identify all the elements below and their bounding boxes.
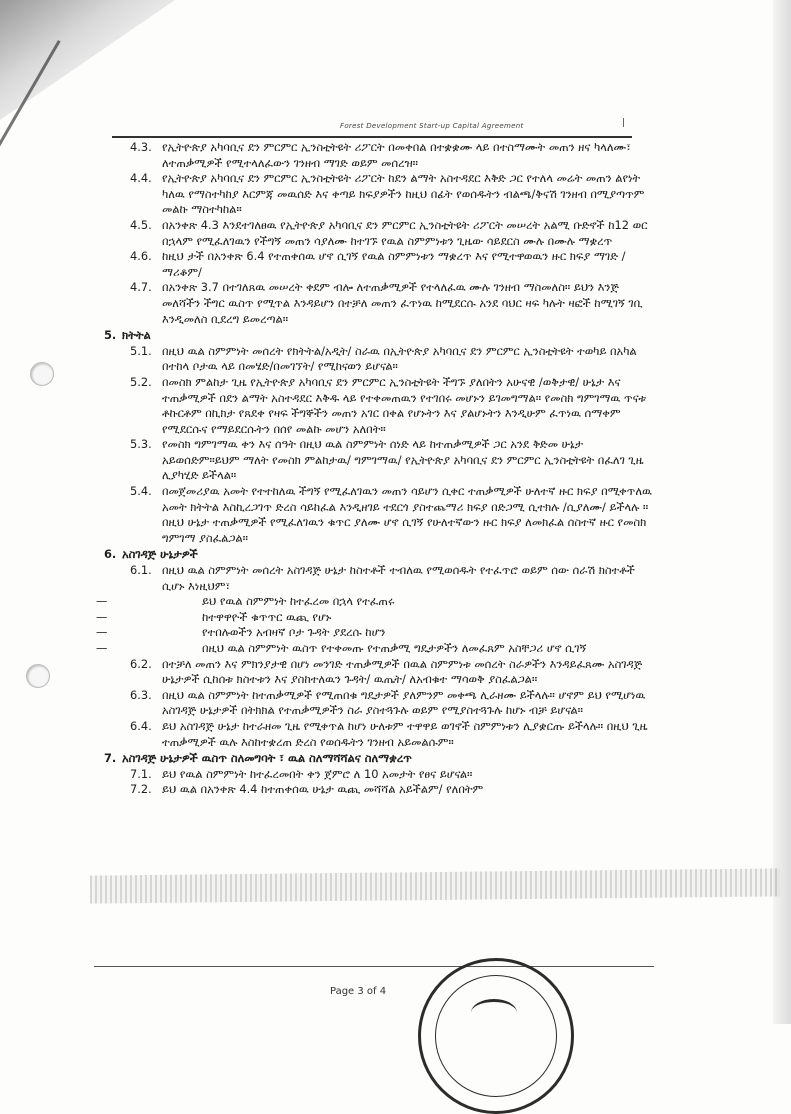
dash-bullet-icon: — bbox=[96, 641, 108, 655]
bullet-item bbox=[96, 641, 656, 657]
clause-text: ይህ የዉል ስምምነት ከተፈረመበት ቀን ጀምሮ ለ 10 አመታት የፀና ይሆናል። bbox=[162, 766, 473, 781]
seal-emblem bbox=[471, 999, 517, 1026]
punch-hole-bottom bbox=[26, 664, 50, 688]
section-heading bbox=[96, 547, 656, 563]
clause-number: 5.1. bbox=[130, 343, 152, 358]
clause bbox=[96, 688, 656, 719]
section-number: 7. bbox=[104, 751, 117, 766]
clause bbox=[96, 767, 656, 783]
scan-fold-shadow bbox=[0, 0, 175, 120]
clause-number: 5.4. bbox=[130, 484, 152, 499]
clause bbox=[96, 218, 656, 249]
dash-bullet-icon: — bbox=[96, 625, 108, 640]
clause bbox=[96, 140, 656, 171]
clause bbox=[96, 171, 656, 218]
section-number: 5. bbox=[104, 328, 117, 343]
clause bbox=[96, 437, 656, 484]
clause-text: በተቻለ መጠን እና ምክንያታዊ በሆነ መንገድ ተጠቃሚዎች በዉል ስምምነቱ መሰረት ስራዎችን እንዳይፈጸሙ አስገዳጅ ሁኔታዎች ሲከሰቱ ክስተቱን እና ያስከተለዉን ጉዳት/ ዉጤት/ ለአብቁተ ማሳወቅ ያስፈልጋል። bbox=[162, 656, 643, 687]
bullet-text: ከተዋዋዮች ቁጥጥር ዉጪ የሆኑ bbox=[202, 609, 332, 624]
section-title: አስገዳጅ ሁኔታዎች bbox=[122, 547, 198, 562]
document-body bbox=[96, 140, 656, 798]
clause bbox=[96, 563, 656, 594]
section-title: ክትትል bbox=[122, 328, 151, 343]
clause-text: በመስክ ምልከታ ጊዜ የኢትዮጵያ አካባቢና ደን ምርምር ኢንስቲትዩት ችግኙ ያለበትን አሁናዊ /ወቅታዊ/ ሁኔታ እና ተጠቃሚዎች በደን ልማት አስተዳደር እቅዱ ላይ የተቀመጠዉን የተገበሩ መሆኑን ይገመግማል። የመስክ ግምገማዉ ጥናቱ ቶኩርቶም በኪክታ የጸደቀ የዛፍ ችግኞችን መጠን አገር በቀል የሆኑትን እና ያልሆኑትን እንዲሁም ፈጥነዉ ሰማቀም የሚደርሱና የማይደርሱትን በሰየ መልኩ መሆን አለበት። bbox=[162, 374, 647, 436]
clause-text: በዚህ ዉል ስምምነት ከተጠቃሚዎች የሚጠበቁ ግዴታዎች ያለምንም መቀጫ ሊራዘሙ ይችላሉ። ሆኖም ይህ የሚሆነዉ አስገዳጅ ሁኔታዎች በትክክል የተጠቃሚዎችን ስራ ያስተጓጉሉ ወይም የሚያስተጓጉሉ ከሆኑ ብቻ ይሆናል። bbox=[162, 687, 646, 718]
clause-text: በአንቀጽ 4.3 እንደተገለፀዉ የኢትዮጵያ አካባቢና ደን ምርምር ኢንስቲትዩት ሪፖርት መሠረት አልሚ ቡድኖች ከ12 ወር በኋላም የሚፈለገዉን የችግኝ መጠን ሳያለሙ ከተገኙ የዉል ስምምነቱን ጊዜው ሳይደርስ ሙሉ በሙሉ ማቋረጥ bbox=[162, 217, 648, 248]
clause-number: 6.2. bbox=[130, 656, 152, 671]
bullet-text: በዚህ ዉል ስምምነት ዉስጥ የተቀመጡ የተጠቃሚ ግዴታዎችን ለመፈጸም አስቸጋሪ ሆኖ ሲገኝ bbox=[202, 641, 587, 655]
clause-number: 6.4. bbox=[130, 718, 152, 733]
scan-smear bbox=[90, 868, 780, 903]
bullet-item bbox=[96, 610, 656, 626]
clause-number: 5.3. bbox=[130, 437, 152, 452]
section-title: አስገዳጅ ሁኔታዎች ዉስጥ ስለመግባት ፣ ዉል ስለማሻሻልና ስለማቋረጥ bbox=[122, 751, 412, 766]
clause-number: 4.7. bbox=[130, 280, 152, 295]
clause-number: 4.5. bbox=[130, 217, 152, 232]
clause bbox=[96, 375, 656, 437]
clause-number: 7.1. bbox=[130, 766, 152, 781]
clause-text: በዚህ ዉል ስምምነት መሰረት አስገዳጅ ሁኔታ ከስተቶች ተብለዉ የሚወሰዱት የተፈጥሮ ወይም ሰው ሰራሽ ክስተቶች ሲሆኑ እነዚህም፣ bbox=[162, 563, 635, 593]
bullet-text: ይህ የዉል ስምምነት ከተፈረመ በኋላ የተፈጠሩ bbox=[202, 594, 395, 609]
clause-text: በመጀመሪያዉ አመት የተተከለዉ ችግኝ የሚፈለገዉን መጠን ሳይሆን ሲቀር ተጠቃሚዎች ሁለተኛ ዙር ክፍያ በሚቀጥለዉ አመት ክትትል እስኪረጋገጥ ድረስ ሳይከፈል እንዲዘገይ ተደርጎ ያስተጨማሪ ክፍያ በድጋሚ ሲተክሉ /ሲያለሙ/ ይችላሉ ። በዚህ ሁኔታ ተጠቃሚዎች የሚፈለገዉን ቁጥር ያለሙ ሆኖ ሲገኝ የሁለተኛውን ዙር ክፍያ ለመክፈል ሰስተኛ ዙር የመስክ ግምገማ ያስፈልጋል። bbox=[162, 484, 652, 545]
clause bbox=[96, 719, 656, 750]
clause-text: የኢትዮጵያ አካባቢና ደን ምርምር ኢንስቲትዩት ሪፖርት በመቀበል በተቋቋሙ ላይ በተስማሙት መጠን ዘና ካላለሙ፣ ለተጠቃሚዎች የሚተላለፈውን ገንዘብ ማገድ ወይም መሰረዝ። bbox=[162, 140, 631, 170]
clause-number: 6.3. bbox=[130, 687, 152, 702]
clause-text: በአንቀጽ 3.7 በተገለጸዉ መሠረት ቀደም ብሎ ለተጠቃሚዎች የተላለፈዉ ሙሉ ገንዘብ ማስመለስ። ይህን እንጅ መለሻችን ችግር ዉስጥ የሚጥል እንዳይሆን በተቻለ መጠን ፈጥነዉ ከሚደርሱ አንደ ባህር ዛፍ ካሉት ዛፎች ከሚገኝ ገቢ እንዲመለስ ቢደረግ ይመረጣል። bbox=[162, 280, 643, 326]
clause-number: 6.1. bbox=[130, 563, 152, 578]
official-seal-stamp bbox=[418, 958, 574, 1114]
clause-number: 7.2. bbox=[130, 782, 152, 797]
clause bbox=[96, 249, 656, 280]
dash-bullet-icon: — bbox=[96, 594, 108, 609]
section-heading bbox=[96, 751, 656, 767]
bullet-text: የተበሉወችን አብዛኛ ቦታ ጉዳት ያደረሱ ከሆን bbox=[202, 625, 386, 640]
clause-number: 4.4. bbox=[130, 171, 152, 186]
clause-number: 4.6. bbox=[130, 249, 152, 264]
dash-bullet-icon: — bbox=[96, 609, 108, 624]
footer-rule bbox=[94, 966, 654, 967]
bullet-item bbox=[96, 625, 656, 641]
clause-number: 4.3. bbox=[130, 140, 152, 154]
section-heading bbox=[96, 328, 656, 344]
header-rule bbox=[112, 136, 632, 138]
clause-text: በዚህ ዉል ስምምነት መሰረት የክትትል/አዲት/ ስራዉ በኢትዮጵያ አካባቢና ደን ምርምር ኢንስቲትዩት ተወካይ በአካል በተከላ ቦታዉ ላይ በመሄድ/በመገኘት/ የሚከናወን ይሆናል። bbox=[162, 343, 637, 374]
clause bbox=[96, 657, 656, 688]
punch-hole-top bbox=[30, 362, 54, 386]
page-number: Page 3 of 4 bbox=[330, 986, 387, 997]
section-number: 6. bbox=[104, 547, 117, 562]
clause bbox=[96, 344, 656, 375]
header-mark: | bbox=[622, 118, 626, 128]
clause-text: የኢትዮጵያ አካባቢና ደን ምርምር ኢንስቲትዩት ሪፖርት ከደን ልማት አስተዳደር እቅድ ጋር የተለላ መሬት መጠን ልየነት ካለዉ የማስተካከያ እርምጃ መዉሰድ እና ቀጣይ ክፍያዎችን ከዚህ በፊት የወሰዱትን ብልጫ/ቅናሽ ገንዘብ በሚያጣጥም መልኩ ማስተካከል። bbox=[162, 171, 645, 217]
clause-text: የመስክ ግምገማዉ ቀን እና ሰዓት በዚህ ዉል ስምምነት ሰነድ ላይ ከተጠቃሚዎች ጋር አንደ ቅድመ ሁኔታ አይወሰድም።ይህም ማለት የመስክ ምልከታዉ/ ግምገማዉ/ የኢትዮጵያ አካባቢና ደን ምርምር ኢንስቲትዩት በፈለገ ጊዜ ሊያካሂድ ይችላል። bbox=[162, 437, 644, 483]
running-header: Forest Development Start-up Capital Agreement bbox=[340, 122, 524, 130]
clause-text: ከዚህ ታች በአንቀጽ 6.4 የተጠቀሰዉ ሆኖ ሲገኝ የዉል ስምምነቱን ማቋረጥ እና የሚተዋወዉን ዙር ክፍያ ማገድ /ማሪቆም/ bbox=[162, 249, 626, 279]
clause-number: 5.2. bbox=[130, 374, 152, 389]
clause-text: ይህ አስገዳጅ ሁኔታ ከተራዘመ ጊዜ የሚቀጥል ከሆነ ሁለቱም ተዋዋይ ወገኖች ስምምነቱን ሊያቋርጡ ይችላሉ። በዚህ ጊዜ ተጠቃሚዎች ዉሉ እስከተቋረጠ ድረስ የወሰዱትን ገንዘብ አይመልሱም። bbox=[162, 718, 648, 749]
clause bbox=[96, 782, 656, 798]
bullet-item bbox=[96, 594, 656, 610]
clause bbox=[96, 280, 656, 327]
clause bbox=[96, 484, 656, 546]
clause-text: ይህ ዉል በአንቀጽ 4.4 ከተጠቀሰዉ ሁኔታ ዉጪ መሻሻል አይችልም/ የለበትም bbox=[162, 782, 484, 797]
